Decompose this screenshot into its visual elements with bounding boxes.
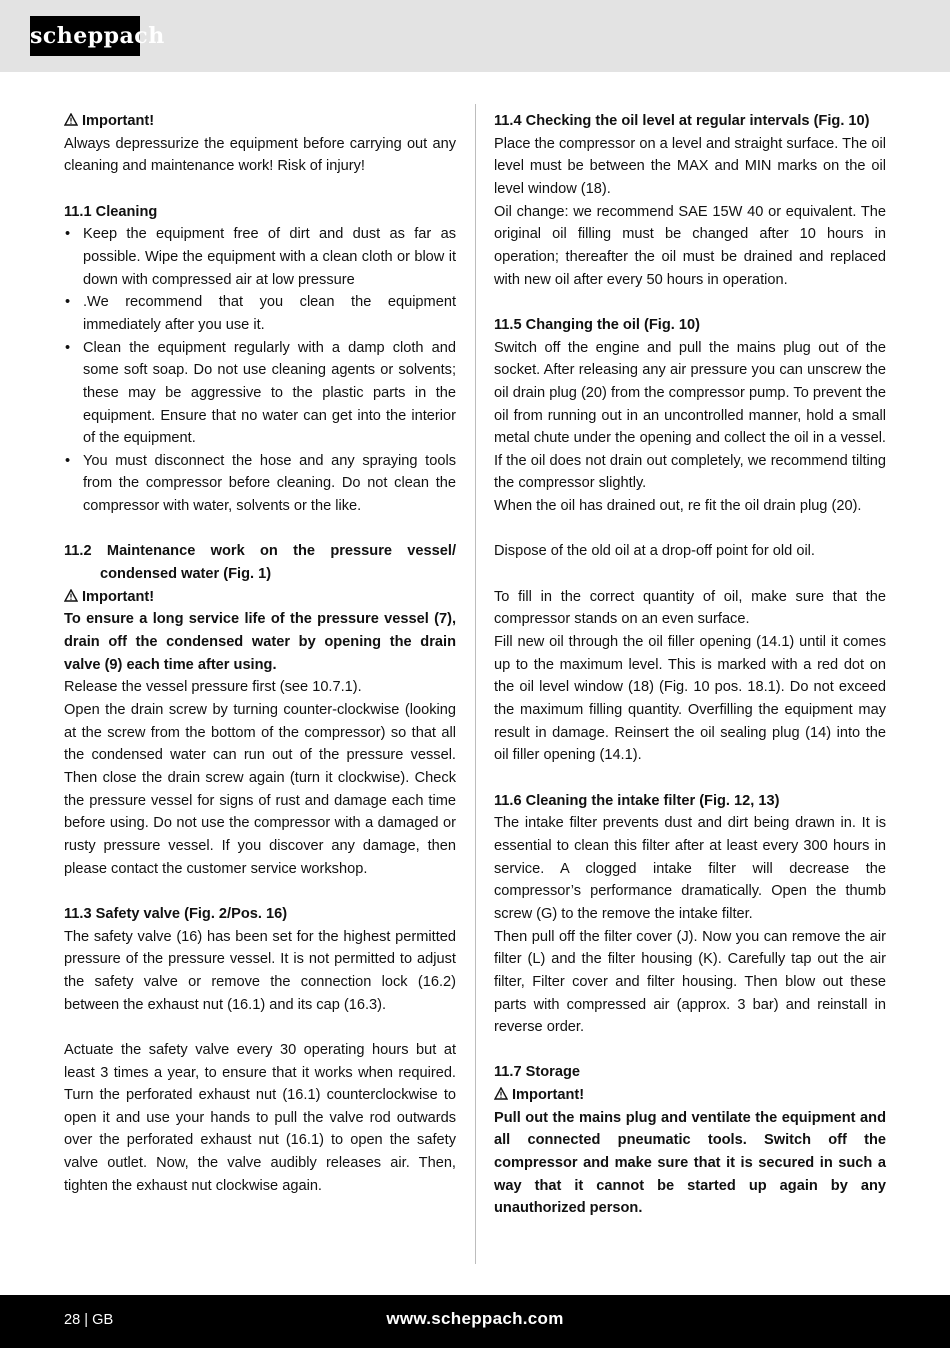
important-warning — [64, 110, 456, 133]
brand-logo: scheppach — [30, 16, 140, 56]
cleaning-list — [64, 223, 456, 518]
page-number: 28 | GB — [64, 1312, 114, 1328]
section-11-6-heading: 11.6 Cleaning the intake filter (Fig. 12, 13) — [494, 792, 780, 809]
paragraph: Then pull off the filter cover (J). Now you can remove the air filter (L) and the filter housing (K). Carefully tap out the air filter, Filter cover and filter housing. Then blow out these parts with compressed air (approx. 3 bar) and reinstall in reverse order. — [494, 928, 886, 1036]
column-divider — [475, 104, 476, 1264]
bold-instruction: Pull out the mains plug and ventilate the equipment and all connected pneumatic tools. Switch off the compressor and make sure that it is secured in such a way that it cannot be started up again by any unauthorized person. — [494, 1109, 886, 1217]
page-number-value: 28 — [64, 1312, 81, 1328]
list-item: • You must disconnect the hose and any spraying tools from the compressor before cleaning. Do not clean the compressor with water, solvents or the like. — [64, 450, 456, 518]
section-11-4-heading: 11.4 Checking the oil level at regular intervals (Fig. 10) — [494, 113, 870, 129]
paragraph: Open the drain screw by turning counter-clockwise (looking at the screw from the bottom of the compressor) so that all the condensed water can run out of the pressure vessel. Then close the drain screw again (turn it clockwise). Check the pressure vessel for signs of rust and damage each time before using. Do not use the compressor with a damaged or rusty pressure vessel. If you discover any damage, then please contact the customer service workshop. — [64, 702, 456, 877]
website-url: www.scheppach.com — [386, 1309, 564, 1328]
warning-label: Important! — [82, 113, 155, 129]
important-warning — [494, 1084, 886, 1107]
paragraph: Release the vessel pressure first (see 10.7.1). — [64, 679, 362, 696]
warning-text: Always depressurize the equipment before carrying out any cleaning and maintenance work! Risk of injury! — [64, 135, 456, 175]
warning-label: Important! — [512, 1087, 585, 1104]
language-code: GB — [92, 1312, 114, 1328]
paragraph: Fill new oil through the oil filler opening (14.1) until it comes up to the maximum level. This is marked with a red dot on the oil level window (18) (Fig. 10 pos. 18.1). Do not exceed the maximum filling quantity. Overfilling the equipment may result in damage. Reinsert the oil sealing plug (14) into the oil filler opening (14.1). — [494, 634, 886, 764]
paragraph: The safety valve (16) has been set for the highest permitted pressure of the pressure vessel. It is not permitted to adjust the safety valve or remove the connection lock (16.2) between the exhaust nut (16.1) and its cap (16.3). — [64, 928, 456, 1013]
page-footer — [0, 1295, 950, 1348]
paragraph: Actuate the safety valve every 30 operating hours but at least 3 times a year, to ensure that it works when required. Turn the perforated exhaust nut (16.1) counterclockwise to open it and use your hands to pull the valve rod outwards over the perforated exhaust nut (16.1) to open the safety valve outlet. Now, the valve audibly releases air. Then, tighten the exhaust nut clockwise again. — [64, 1041, 456, 1194]
section-11-2-heading: 11.2 Maintenance work on the pressure vessel/ condensed water (Fig. 1) — [64, 543, 456, 583]
paragraph: Oil change: we recommend SAE 15W 40 or equivalent. The original oil filling must be changed after 10 hours in operation; thereafter the oil must be drained and replaced with new oil after every 50 hours in operation. — [494, 203, 886, 288]
paragraph: Dispose of the old oil at a drop-off point for old oil. — [494, 543, 815, 560]
right-column — [494, 110, 886, 1220]
paragraph: The intake filter prevents dust and dirt being drawn in. It is essential to clean this filter after at least every 300 hours in service. A clogged intake filter will decrease the compressor’s performance dramatically. Open the thumb screw (G) to the remove the intake filter. — [494, 815, 886, 922]
list-item: • Clean the equipment regularly with a damp cloth and some soft soap. Do not use cleaning agents or solvents; these may be aggressive to the plastic parts in the equipment. Ensure that no water can get into the interior of the equipment. — [64, 337, 456, 450]
page-header — [0, 0, 950, 72]
paragraph: Switch off the engine and pull the mains plug out of the socket. After releasing any air pressure you can unscrew the oil drain plug (20) from the compressor pump. To prevent the oil from running out in an uncontrolled manner, hold a small metal chute under the opening and collect the oil in a vessel. If the oil does not drain out completely, we recommend tilting the compressor slightly. — [494, 339, 886, 492]
warning-triangle-icon — [64, 113, 78, 126]
important-warning — [64, 586, 456, 609]
list-item: • Keep the equipment free of dirt and dust as far as possible. Wipe the equipment with a clean cloth or blow it down with compressed air at low pressure — [64, 223, 456, 291]
section-11-1-heading: 11.1 Cleaning — [64, 203, 158, 220]
warning-label: Important! — [82, 588, 155, 605]
warning-triangle-icon — [494, 1087, 508, 1100]
paragraph: To fill in the correct quantity of oil, make sure that the compressor stands on an even surface. — [494, 588, 886, 628]
list-item: • .We recommend that you clean the equipment immediately after you use it. — [64, 291, 456, 336]
left-column — [64, 110, 456, 1197]
section-11-7-heading: 11.7 Storage — [494, 1064, 580, 1081]
bold-instruction: To ensure a long service life of the pressure vessel (7), drain off the condensed water by opening the drain valve (9) each time after using. — [64, 611, 456, 673]
section-11-3-heading: 11.3 Safety valve (Fig. 2/Pos. 16) — [64, 905, 288, 922]
paragraph: When the oil has drained out, re fit the oil drain plug (20). — [494, 498, 862, 515]
paragraph: Place the compressor on a level and straight surface. The oil level must be between the MAX and MIN marks on the oil level window (18). — [494, 135, 886, 197]
section-11-5-heading: 11.5 Changing the oil (Fig. 10) — [494, 316, 700, 333]
warning-triangle-icon — [64, 589, 78, 602]
